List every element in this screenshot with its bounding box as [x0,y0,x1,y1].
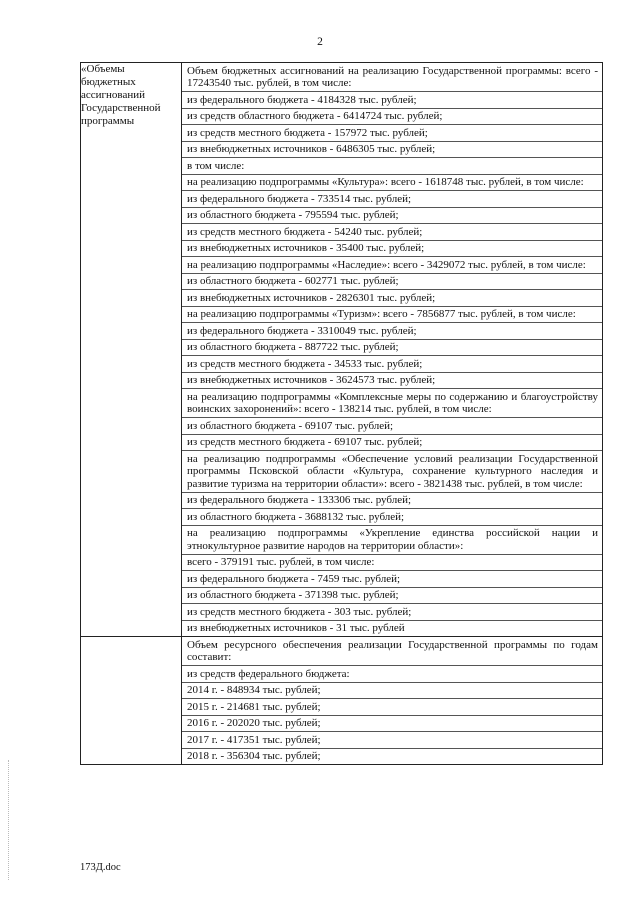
content-line: 2016 г. - 202020 тыс. рублей; [182,715,602,732]
row-label-cell [81,637,182,765]
content-line: из областного бюджета - 795594 тыс. рублей; [182,207,602,224]
content-line: на реализацию подпрограммы «Культура»: всего - 1618748 тыс. рублей, в том числе: [182,174,602,191]
content-line: из федерального бюджета - 7459 тыс. рублей; [182,570,602,587]
row-content-cell [182,63,603,637]
budget-table [80,62,603,765]
content-line: из областного бюджета - 371398 тыс. рублей; [182,587,602,604]
table-row [81,637,603,765]
content-line: из областного бюджета - 602771 тыс. рублей; [182,273,602,290]
content-line: из средств местного бюджета - 69107 тыс. рублей; [182,434,602,451]
content-line: из областного бюджета - 3688132 тыс. рублей; [182,508,602,525]
content-line: из областного бюджета - 69107 тыс. рублей; [182,417,602,434]
content-line: из средств местного бюджета - 303 тыс. рублей; [182,603,602,620]
content-line: из средств местного бюджета - 157972 тыс. рублей; [182,124,602,141]
content-line: 2017 г. - 417351 тыс. рублей; [182,731,602,748]
row-label-cell [81,63,182,637]
content-line: из средств областного бюджета - 6414724 тыс. рублей; [182,108,602,125]
content-line: Объем бюджетных ассигнований на реализацию Государственной программы: всего - 17243540 тыс. рублей, в том числе: [187,64,598,89]
content-line: всего - 379191 тыс. рублей, в том числе: [182,554,602,571]
content-line: 2015 г. - 214681 тыс. рублей; [182,698,602,715]
content-line: из средств местного бюджета - 34533 тыс. рублей; [182,355,602,372]
content-line: из федерального бюджета - 133306 тыс. рублей; [182,492,602,509]
content-line: из внебюджетных источников - 31 тыс. рублей [182,620,602,637]
page-number: 2 [317,36,323,48]
content-line: на реализацию подпрограммы «Наследие»: всего - 3429072 тыс. рублей, в том числе: [182,256,602,273]
content-line: из федерального бюджета - 4184328 тыс. рублей; [182,91,602,108]
content-line: из внебюджетных источников - 6486305 тыс. рублей; [182,141,602,158]
content-line: из внебюджетных источников - 2826301 тыс. рублей; [182,289,602,306]
content-line: из федерального бюджета - 3310049 тыс. рублей; [182,322,602,339]
row-label: «Объемы бюджетных ассигнований Государственной программы [81,63,161,127]
row-content-cell [182,637,603,765]
content-line: на реализацию подпрограммы «Укрепление единства российской нации и этнокультурное развитие народов на территории области»: [182,525,602,554]
scan-edge-mark [8,760,10,880]
content-line: на реализацию подпрограммы «Туризм»: всего - 7856877 тыс. рублей, в том числе: [182,306,602,323]
content-line: на реализацию подпрограммы «Комплексные меры по содержанию и благоустройству воинских захоронений»: всего - 138214 тыс. рублей, в том числе: [182,388,602,417]
content-line: из внебюджетных источников - 3624573 тыс. рублей; [182,372,602,389]
content-line: из средств федерального бюджета: [182,665,602,682]
content-line: из федерального бюджета - 733514 тыс. рублей; [182,190,602,207]
content-line: в том числе: [182,157,602,174]
table-row [81,63,603,637]
content-line: из областного бюджета - 887722 тыс. рублей; [182,339,602,356]
content-line: 2018 г. - 356304 тыс. рублей; [182,748,602,765]
content-line: 2014 г. - 848934 тыс. рублей; [182,682,602,699]
content-line: из средств местного бюджета - 54240 тыс. рублей; [182,223,602,240]
content-line: из внебюджетных источников - 35400 тыс. рублей; [182,240,602,257]
file-name-footer: 173Д.doc [80,862,121,873]
content-line: Объем ресурсного обеспечения реализации Государственной программы по годам составит: [187,638,598,663]
content-line: на реализацию подпрограммы «Обеспечение условий реализации Государственной программы Псковской области «Культура, сохранение культурного наследия и развитие туризма на территории области»: всего - 3821438 тыс. рублей, в том числе: [182,450,602,492]
